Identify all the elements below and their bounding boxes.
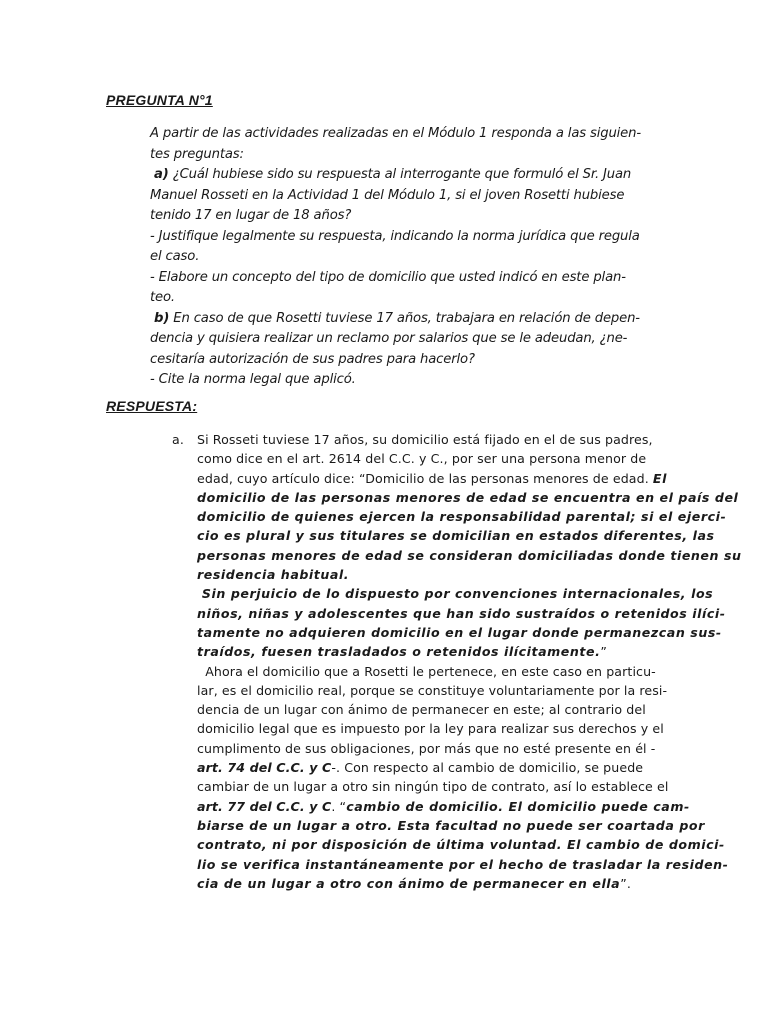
respuesta-segment: cio es plural y sus titulares se domicilian en estados diferentes, las (197, 528, 715, 544)
respuesta-segment: cumplimento de sus obligaciones, por más que no esté presente en él - (197, 740, 656, 756)
respuesta-segment: Sin perjuicio de lo dispuesto por convenciones internacionales, los (197, 586, 714, 602)
pregunta-line (150, 145, 662, 166)
respuesta-line (172, 797, 690, 816)
pregunta-line-text: - Cite la norma legal que aplicó. (150, 372, 356, 387)
pregunta-line-text: - Elabore un concepto del tipo de domicilio que usted indicó en este plan- (150, 269, 626, 285)
respuesta-line (172, 565, 672, 584)
respuesta-line (172, 700, 672, 719)
pregunta-line-text: Manuel Rosseti en la Actividad 1 del Módulo 1, si el joven Rosetti hubiese (150, 187, 625, 203)
respuesta-line (172, 855, 729, 874)
respuesta-line (172, 526, 715, 545)
respuesta-line (172, 739, 672, 758)
respuesta-line (172, 604, 726, 623)
respuesta-line (172, 681, 672, 700)
respuesta-segment: niños, niñas y adolescentes que han sido sustraídos o retenidos ilíci- (197, 605, 726, 621)
pregunta-line-text: cesitaría autorización de sus padres para hacerlo? (150, 351, 475, 367)
item-label: a) (154, 167, 169, 182)
pregunta-line-text: tes preguntas: (150, 146, 244, 162)
item-label: b) (154, 310, 170, 326)
respuesta-segment: contrato, ni por disposición de última voluntad. El cambio de domici- (197, 837, 725, 853)
respuesta-line (172, 777, 672, 796)
respuesta-segment: El (652, 470, 667, 486)
respuesta-line (172, 584, 714, 603)
respuesta-segment: domicilio legal que es impuesto por la ley para realizar sus derechos y el (197, 721, 664, 737)
pregunta-line-text: A partir de las actividades realizadas en el Módulo 1 responda a las siguien- (150, 126, 641, 141)
respuesta-segment: dencia de un lugar con ánimo de permanecer en este; al contrario del (197, 702, 646, 718)
respuesta-line (172, 662, 672, 681)
pregunta-line (150, 186, 662, 207)
respuesta-segment: biarse de un lugar a otro. Esta facultad no puede ser coartada por (197, 817, 705, 833)
pregunta-line (150, 206, 662, 227)
pregunta-line-text: ¿Cuál hubiese sido su respuesta al interrogante que formuló el Sr. Juan (168, 167, 632, 182)
respuesta-line (172, 816, 705, 835)
pregunta-line-text: el caso. (150, 249, 200, 264)
pregunta-line (150, 309, 662, 330)
respuesta-line (172, 546, 742, 565)
respuesta-segment: residencia habitual. (197, 567, 350, 583)
pregunta-line (150, 329, 662, 350)
respuesta-segment: art. 74 del C.C. y C (197, 760, 332, 776)
pregunta-line-text: - Justifique legalmente su respuesta, indicando la norma jurídica que regula (150, 228, 640, 244)
respuesta-segment: cambiar de un lugar a otro sin ningún tipo de contrato, así lo establece el (197, 779, 669, 795)
respuesta-line (172, 835, 725, 854)
pregunta-heading: PREGUNTA N°1 (106, 92, 213, 108)
pregunta-line-text: tenido 17 en lugar de 18 años? (150, 208, 352, 223)
list-marker: a. (172, 432, 184, 447)
pregunta-line (150, 165, 662, 186)
pregunta-line (150, 350, 662, 371)
respuesta-line (172, 469, 672, 488)
pregunta-line-text: En caso de que Rosetti tuviese 17 años, trabajara en relación de depen- (169, 310, 640, 326)
pregunta-line (150, 268, 662, 289)
respuesta-segment: domicilio de las personas menores de edad se encuentra en el país del (197, 489, 739, 505)
pregunta-line (150, 227, 662, 248)
respuesta-segment: tamente no adquieren domicilio en el lugar donde permanezcan sus- (197, 624, 722, 640)
respuesta-line (172, 719, 672, 738)
respuesta-segment: cia de un lugar a otro con ánimo de permanecer en ella (197, 875, 621, 891)
respuesta-line (172, 758, 672, 777)
respuesta-segment: . “ (331, 798, 347, 814)
respuesta-segment: art. 77 del C.C. y C (197, 798, 332, 814)
pregunta-line-text: teo. (150, 290, 175, 305)
pregunta-line (150, 124, 662, 145)
respuesta-heading: RESPUESTA: (106, 398, 198, 414)
respuesta-segment: cambio de domicilio. El domicilio puede cam- (346, 798, 690, 814)
pregunta-line (150, 247, 662, 268)
respuesta-segment: lar, es el domicilio real, porque se constituye voluntariamente por la resi- (197, 682, 668, 698)
respuesta-segment: personas menores de edad se consideran domiciliadas donde tienen su (197, 547, 742, 563)
respuesta-line (172, 430, 672, 449)
respuesta-segment: Ahora el domicilio que a Rosetti le pertenece, en este caso en particu- (197, 663, 656, 679)
respuesta-line (172, 874, 672, 893)
respuesta-segment: como dice en el art. 2614 del C.C. y C., por ser una persona menor de (197, 451, 647, 467)
respuesta-line (172, 507, 727, 526)
respuesta-segment: lio se verifica instantáneamente por el hecho de trasladar la residen- (197, 856, 729, 872)
pregunta-line (150, 370, 662, 391)
respuesta-line (172, 642, 672, 661)
respuesta-segment: Si Rosseti tuviese 17 años, su domicilio está fijado en el de sus padres, (197, 432, 653, 447)
respuesta-line (172, 488, 739, 507)
respuesta-segment: -. Con respecto al cambio de domicilio, se puede (331, 760, 644, 776)
respuesta-body (172, 430, 742, 893)
respuesta-line (172, 623, 722, 642)
pregunta-body (150, 124, 662, 391)
pregunta-line (150, 288, 662, 309)
pregunta-line-text: dencia y quisiera realizar un reclamo por salarios que se le adeudan, ¿ne- (150, 331, 628, 346)
respuesta-segment: edad, cuyo artículo dice: “Domicilio de las personas menores de edad. (197, 470, 653, 486)
respuesta-segment: ” (600, 644, 608, 660)
respuesta-segment: domicilio de quienes ejercen la responsabilidad parental; si el ejerci- (197, 509, 727, 525)
respuesta-segment: ”. (620, 875, 631, 891)
respuesta-segment: traídos, fuesen trasladados o retenidos ilícitamente. (197, 644, 601, 660)
respuesta-line (172, 449, 672, 468)
